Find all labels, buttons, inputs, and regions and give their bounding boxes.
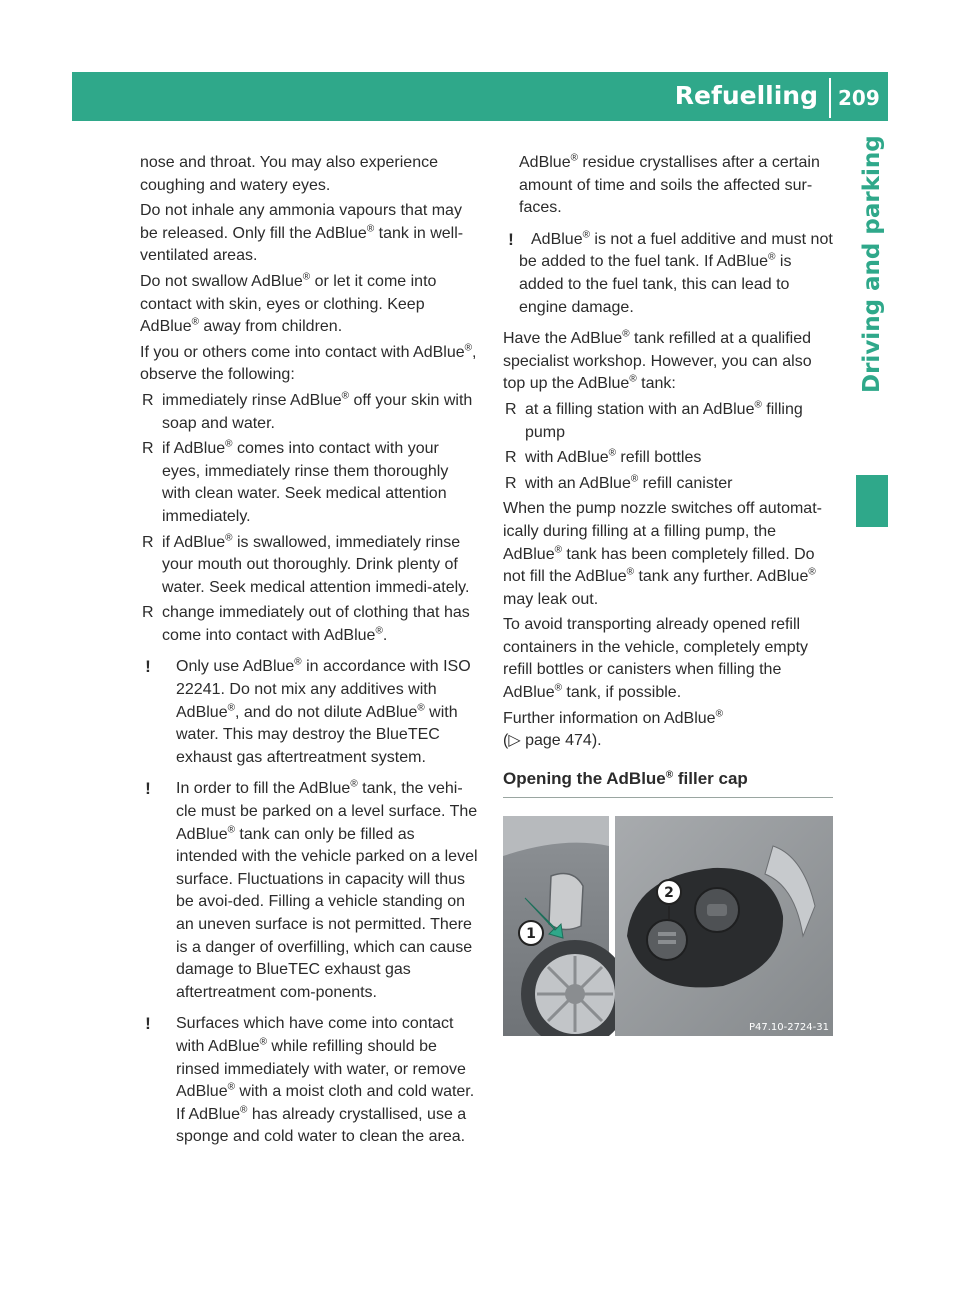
filler-flap — [549, 874, 583, 930]
list-item: R immediately rinse AdBlue® off your skin with soap and water. — [142, 390, 473, 432]
warning-note: ! AdBlue® is not a fuel additive and must not be added to the fuel tank. If AdBlue® is added to the fuel tank, this can lead to engine damage. — [503, 229, 833, 319]
page-number: 209 — [838, 86, 880, 110]
figure-illustration — [503, 816, 833, 1036]
paragraph: To avoid transporting already opened refill containers in the vehicle, completely empty refill bottles or canisters when filling the AdBlue® tank, if possible. — [503, 616, 809, 702]
paragraph: Have the AdBlue® tank refilled at a qualified specialist workshop. However, you can also top up the AdBlue® tank: — [503, 328, 812, 393]
section-title: Refuelling — [674, 81, 818, 110]
list-item: R if AdBlue® comes into contact with your eyes, immediately rinse them thoroughly with clean water. Seek medical attention immediately. — [142, 438, 449, 525]
callout-1-label: 1 — [526, 926, 536, 942]
section-heading: Opening the AdBlue® filler cap — [503, 767, 833, 798]
paragraph: Do not swallow AdBlue® or let it come into contact with skin, eyes or clothing. Keep AdBlue® away from children. — [140, 271, 437, 336]
adblue-filler-cap-figure — [503, 816, 833, 1036]
list-item: R with an AdBlue® refill canister — [505, 473, 733, 492]
paragraph: nose and throat. You may also experience coughing and watery eyes. — [140, 154, 438, 194]
header-divider — [829, 78, 831, 118]
paragraph: Do not inhale any ammonia vapours that may be released. Only fill the AdBlue® tank in well-ventilated areas. — [140, 202, 464, 265]
warning-note: ! In order to fill the AdBlue® tank, the vehi-cle must be parked on a level surface. The AdBlue® tank can only be filled as intended with the vehicle parked on a level surface. Fluctuations in capacity will thus be avoi-ded. Filling a vehicle standing on an uneven surface is not permitted. There is a danger of overfilling, which can cause damage to BlueTEC exhaust gas aftertreatment com-ponents. — [140, 778, 478, 1004]
left-column — [140, 152, 478, 1158]
page-ref-arrow-icon: ▷ — [508, 732, 521, 750]
paragraph: Further information on AdBlue® (▷ page 474). — [503, 708, 723, 750]
figure-code: P47.10-2724-31 — [748, 1022, 829, 1033]
list-item: R change immediately out of clothing that has come into contact with AdBlue®. — [142, 604, 470, 644]
paragraph: AdBlue® residue crystallises after a certain amount of time and soils the affected sur-faces. — [519, 152, 820, 217]
side-tab-marker — [856, 475, 888, 527]
warning-icon: ! — [508, 229, 514, 249]
warning-icon: ! — [145, 657, 151, 677]
warning-icon: ! — [145, 1014, 151, 1034]
warning-icon: ! — [145, 779, 151, 799]
list-item: R if AdBlue® is swallowed, immediately rinse your mouth out thoroughly. Drink plenty of water. Seek medical attention immedi-ately. — [142, 532, 470, 596]
paragraph: If you or others come into contact with AdBlue®, observe the following: — [140, 342, 477, 384]
right-column — [503, 152, 833, 798]
warning-note: ! Only use AdBlue® in accordance with ISO 22241. Do not mix any additives with AdBlue®, and do not dilute AdBlue® with water. This may destroy the BlueTEC exhaust gas aftertreatment system. — [140, 656, 478, 769]
side-tab-label: Driving and parking — [859, 135, 885, 393]
list-item: R at a filling station with an AdBlue® filling pump — [505, 399, 803, 441]
callout-2-label: 2 — [664, 885, 674, 901]
page-reference: page 474). — [520, 732, 602, 750]
warning-note: ! Surfaces which have come into contact with AdBlue® while refilling should be rinsed immediately with water, or remove AdBlue® with a moist cloth and cold water. If AdBlue® has already crystallised, use a sponge and cold water to clean the area. — [140, 1013, 478, 1149]
list-item: R with AdBlue® refill bottles — [505, 447, 702, 467]
paragraph: When the pump nozzle switches off automat-ically during filling at a filling pump, the AdBlue® tank has been completely filled. Do not fill the AdBlue® tank any further. AdBlue® may leak out. — [503, 500, 822, 608]
